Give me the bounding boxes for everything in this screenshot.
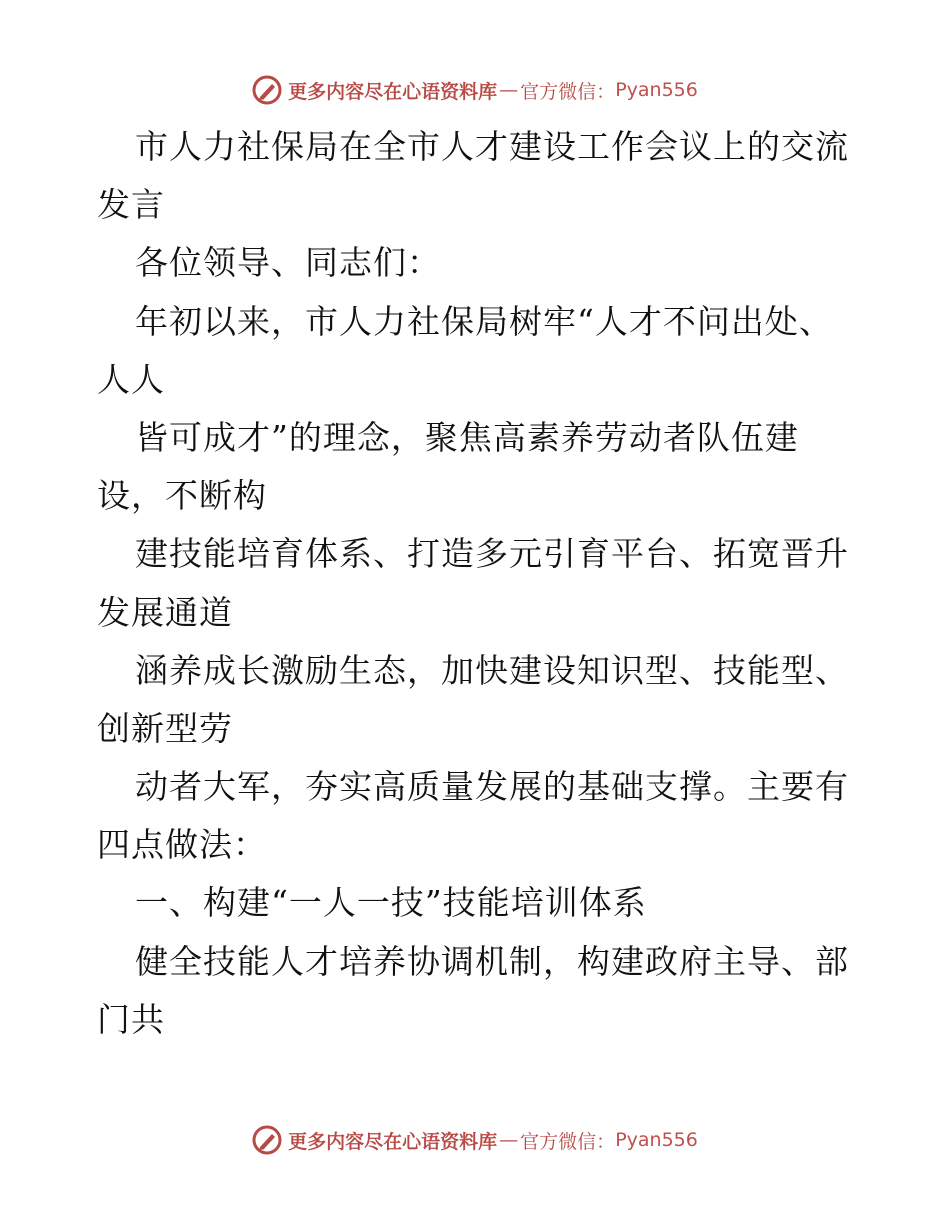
paragraph-line: 人人 xyxy=(97,359,165,399)
title-line-2: 发言 xyxy=(97,185,165,225)
footer-watermark-banner xyxy=(0,1120,950,1160)
paragraph-line: 门共 xyxy=(97,999,165,1039)
pen-logo-icon xyxy=(252,75,282,105)
paragraph-line: 年初以来，市人力社保局树牢“人才不问出处、 xyxy=(135,301,833,341)
section-heading: 一、构建“一人一技”技能培训体系 xyxy=(135,883,647,923)
pen-logo-icon xyxy=(252,1125,282,1155)
paragraph-line: 皆可成才”的理念，聚焦高素养劳动者队伍建 xyxy=(135,417,799,457)
paragraph-line: 涵养成长激励生态，加快建设知识型、技能型、 xyxy=(135,650,849,690)
paragraph-line: 健全技能人才培养协调机制，构建政府主导、部 xyxy=(135,941,849,981)
salutation: 各位领导、同志们： xyxy=(135,243,441,283)
paragraph-line: 建技能培育体系、打造多元引育平台、拓宽晋升 xyxy=(135,534,849,574)
banner-slogan: 更多内容尽在心语资料库 xyxy=(288,80,498,103)
banner-wechat-id: Pyan556 xyxy=(615,1129,698,1151)
paragraph-line: 四点做法： xyxy=(97,825,267,865)
banner-slogan: 更多内容尽在心语资料库 xyxy=(288,1130,498,1153)
banner-dash: — xyxy=(499,1129,519,1151)
paragraph-line: 设，不断构 xyxy=(97,476,267,516)
banner-official-label: 官方微信： xyxy=(520,80,616,103)
banner-official-label: 官方微信： xyxy=(520,1130,616,1153)
banner-wechat-id: Pyan556 xyxy=(615,79,698,101)
banner-dash: — xyxy=(499,79,519,101)
paragraph-line: 动者大军，夯实高质量发展的基础支撑。主要有 xyxy=(135,767,849,807)
document-body xyxy=(97,118,857,1049)
title-line-1: 市人力社保局在全市人才建设工作会议上的交流 xyxy=(135,127,849,166)
header-watermark-banner xyxy=(0,70,950,110)
paragraph-line: 发展通道 xyxy=(97,592,233,632)
paragraph-line: 创新型劳 xyxy=(97,708,233,748)
